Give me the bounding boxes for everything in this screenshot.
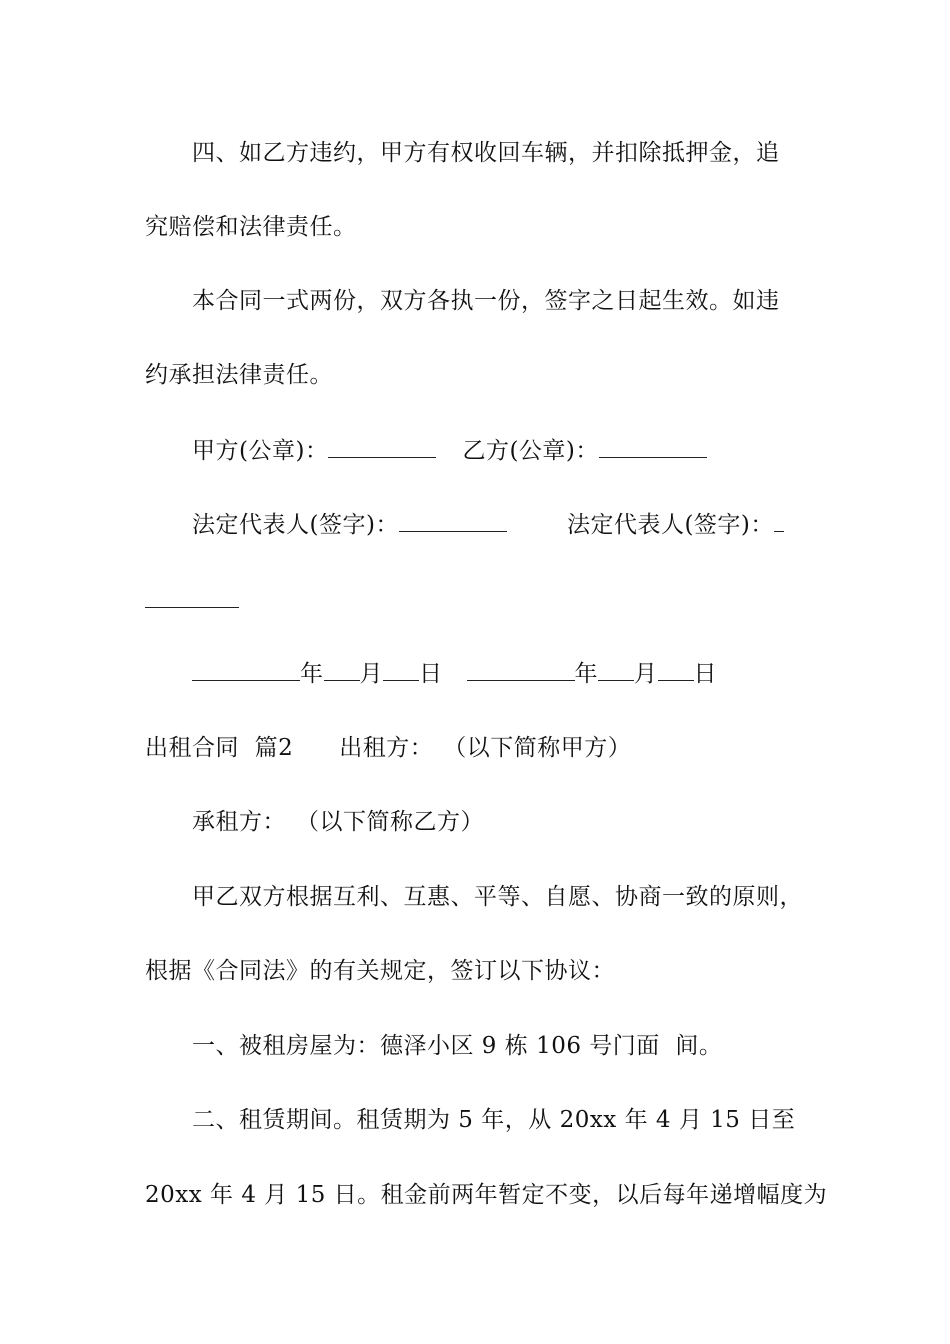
date-b-day-blank xyxy=(658,658,694,681)
lessee-row xyxy=(192,807,484,837)
clause-term-line-1: 二、租赁期间。租赁期为 5 年，从 20xx 年 4 月 15 日至 xyxy=(192,1107,796,1133)
paragraph-principles-line-2: 根据《合同法》的有关规定，签订以下协议： xyxy=(145,958,615,984)
seal-signature-row xyxy=(192,435,707,466)
lessee-label: 承租方： xyxy=(192,809,286,835)
date-b-month-label: 月 xyxy=(634,661,658,687)
party-a-representative-blank xyxy=(399,509,507,532)
paragraph-copies-line-1: 本合同一式两份，双方各执一份，签字之日起生效。如违 xyxy=(192,288,780,314)
date-b-day-label: 日 xyxy=(693,661,717,687)
party-b-seal-label: 乙方(公章)： xyxy=(462,438,599,464)
clause-premises: 一、被租房屋为：德泽小区 9 栋 106 号门面 间。 xyxy=(192,1033,723,1059)
date-row xyxy=(192,658,717,689)
lessor-note: （以下简称甲方） xyxy=(443,735,632,761)
party-b-seal-blank xyxy=(599,435,707,458)
representative-signature-row xyxy=(192,509,784,540)
contract-header-row xyxy=(145,733,631,763)
date-b-month-blank xyxy=(598,658,634,681)
party-b-representative-blank xyxy=(774,509,784,532)
party-a-representative-label: 法定代表人(签字)： xyxy=(192,512,399,538)
paragraph-breach-line-2: 究赔偿和法律责任。 xyxy=(145,214,357,240)
party-a-seal-label: 甲方(公章)： xyxy=(192,438,329,464)
date-a-year-label: 年 xyxy=(300,661,324,687)
paragraph-breach-line-1: 四、如乙方违约，甲方有权收回车辆，并扣除抵押金，追 xyxy=(192,140,780,166)
date-b-year-blank xyxy=(467,658,575,681)
representative-blank-continuation xyxy=(145,607,239,608)
date-a-month-blank xyxy=(324,658,360,681)
date-a-month-label: 月 xyxy=(359,661,383,687)
date-b-year-label: 年 xyxy=(574,661,598,687)
lessee-note: （以下简称乙方） xyxy=(296,809,484,835)
date-a-day-label: 日 xyxy=(419,661,443,687)
paragraph-copies-line-2: 约承担法律责任。 xyxy=(145,362,333,388)
clause-term-line-2: 20xx 年 4 月 15 日。租金前两年暂定不变，以后每年递增幅度为 xyxy=(145,1182,828,1208)
paragraph-principles-line-1: 甲乙双方根据互利、互惠、平等、自愿、协商一致的原则， xyxy=(192,884,803,910)
party-a-seal-blank xyxy=(328,435,436,458)
date-a-year-blank xyxy=(192,658,300,681)
party-b-representative-label: 法定代表人(签字)： xyxy=(566,512,774,538)
section-title: 出租合同 篇2 xyxy=(145,735,294,761)
date-a-day-blank xyxy=(383,658,419,681)
lessor-label: 出租方： xyxy=(339,735,434,761)
